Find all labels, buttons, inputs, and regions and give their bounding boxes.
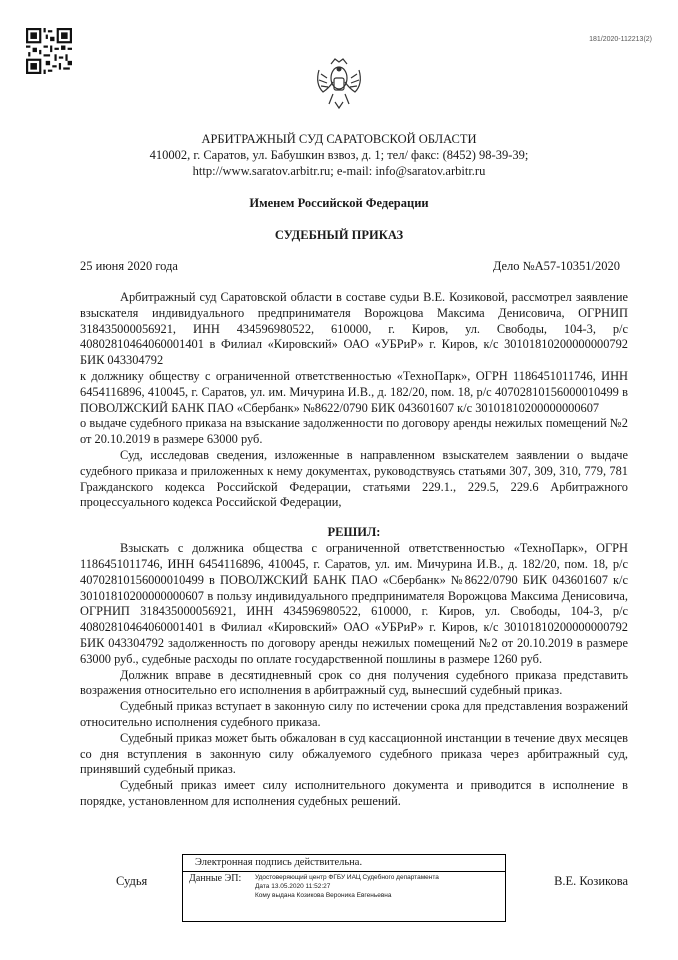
signature-details [255, 873, 495, 900]
paragraph-enforcement: Судебный приказ имеет силу исполнительного документа и приводится в исполнение в порядке, установленном для исполнения судебных решений. [80, 778, 628, 808]
court-name: АРБИТРАЖНЫЙ СУД САРАТОВСКОЙ ОБЛАСТИ [201, 132, 477, 146]
paragraph-appeal: Судебный приказ может быть обжалован в суд кассационной инстанции в течение двух месяцев со дня вступления в законную силу обжалуемого судебного приказа через арбитражный суд, принявший судебный приказ. [80, 730, 628, 777]
order-body [80, 290, 628, 810]
signature-data-label: Данные ЭП: [189, 873, 242, 884]
judge-name: В.Е. Козикова [554, 874, 628, 888]
signature-issuer: Удостоверяющий центр ФГБУ ИАЦ Судебного департамента [255, 874, 439, 881]
signature-date: Дата 13.05.2020 11:52:27 [255, 883, 331, 890]
court-web-email: http://www.saratov.arbitr.ru; e-mail: info@saratov.arbitr.ru [192, 164, 486, 178]
paragraph-claimant: Арбитражный суд Саратовской области в составе судьи В.Е. Козиковой, рассмотрел заявление взыскателя индивидуального предпринимателя Ворожцова Максима Денисовича, ОГРНИП 318435000056921, ИНН 434596980522, 610000, г. Киров, ул. Свободы, 104-3, р/с 40802810464060001401 в Филиал «Кировский» ОАО «УБРиР» г. Киров, к/с 30101810200000000792 БИК 043304792 [80, 290, 628, 368]
electronic-signature-box [182, 854, 506, 922]
order-title: СУДЕБНЫЙ ПРИКАЗ [274, 228, 404, 242]
decided-heading: РЕШИЛ: [327, 525, 381, 540]
paragraph-debtor: к должнику обществу с ограниченной ответственностью «ТехноПарк», ОГРН 1186451011746, ИНН 6454116896, 410045, г. Саратов, ул. им. Мичурина И.В., д. 182/20, пом. 18, р/с 40702810156000010499 в ПОВОЛЖСКИЙ БАНК ПАО «Сбербанк» №8622/0790 БИК 043601607 к/с 30101810200000000607 [80, 368, 628, 415]
signature-valid-label: Электронная подпись действительна. [195, 857, 363, 868]
court-address: 410002, г. Саратов, ул. Бабушкин взвоз, д. 1; тел/ факс: (8452) 98-39-39; [149, 148, 529, 162]
in-name-heading: Именем Российской Федерации [249, 196, 429, 210]
document-number: 181/2020-112213(2) [589, 36, 652, 43]
qr-code [26, 28, 72, 74]
signature-issued-to: Кому выдана Козикова Вероника Евгеньевна [255, 892, 392, 899]
coat-of-arms-emblem [313, 56, 365, 112]
paragraph-considerations: Суд, исследовав сведения, изложенные в направленном взыскателем заявлении о выдаче судебного приказа и приложенных к нему документах, руководствуясь статьями 307, 309, 310, 779, 781 Гражданского кодекса Российской Федерации, статьями 229.1., 229.5, 229.6 Арбитражного процессуального кодекса Российской Федерации, [80, 447, 628, 510]
judge-label: Судья [116, 874, 148, 888]
paragraph-objections: Должник вправе в десятидневный срок со дня получения судебного приказа представить возражения относительно его исполнения в арбитражный суд, вынесший судебный приказ. [80, 667, 628, 698]
paragraph-entry-into-force: Судебный приказ вступает в законную силу по истечении срока для представления возражений относительно исполнения судебного приказа. [80, 699, 628, 729]
case-number: Дело №А57-10351/2020 [492, 259, 620, 273]
order-date: 25 июня 2020 года [80, 259, 178, 273]
paragraph-collect: Взыскать с должника общества с ограниченной ответственностью «ТехноПарк», ОГРН 1186451011746, ИНН 6454116896, 410045, г. Саратов, ул. им. Мичурина И.В., д. 182/20, пом. 18, р/с 40702810156000010499 в ПОВОЛЖСКИЙ БАНК ПАО «Сбербанк» №8622/0790 БИК 043601607 к/с 30101810200000000607 в пользу индивидуального предпринимателя Ворожцова Максима Денисовича, ОГРНИП 318435000056921, ИНН 434596980522, 610000, г. Киров, ул. Свободы, 104-3, р/с 40802810464060001401 в Филиал «Кировский» ОАО «УБРиР» г. Киров, к/с 30101810200000000792 БИК 043304792 задолженность по договору аренды нежилых помещений №2 от 20.10.2019 в размере 63000 руб., судебные расходы по оплате государственной пошлины в размере 1260 руб. [80, 541, 628, 666]
paragraph-subject: о выдаче судебного приказа на взыскание задолженности по договору аренды нежилых помещений №2 от 20.10.2019 в размере 63000 руб. [80, 416, 628, 447]
signature-divider [183, 871, 505, 872]
